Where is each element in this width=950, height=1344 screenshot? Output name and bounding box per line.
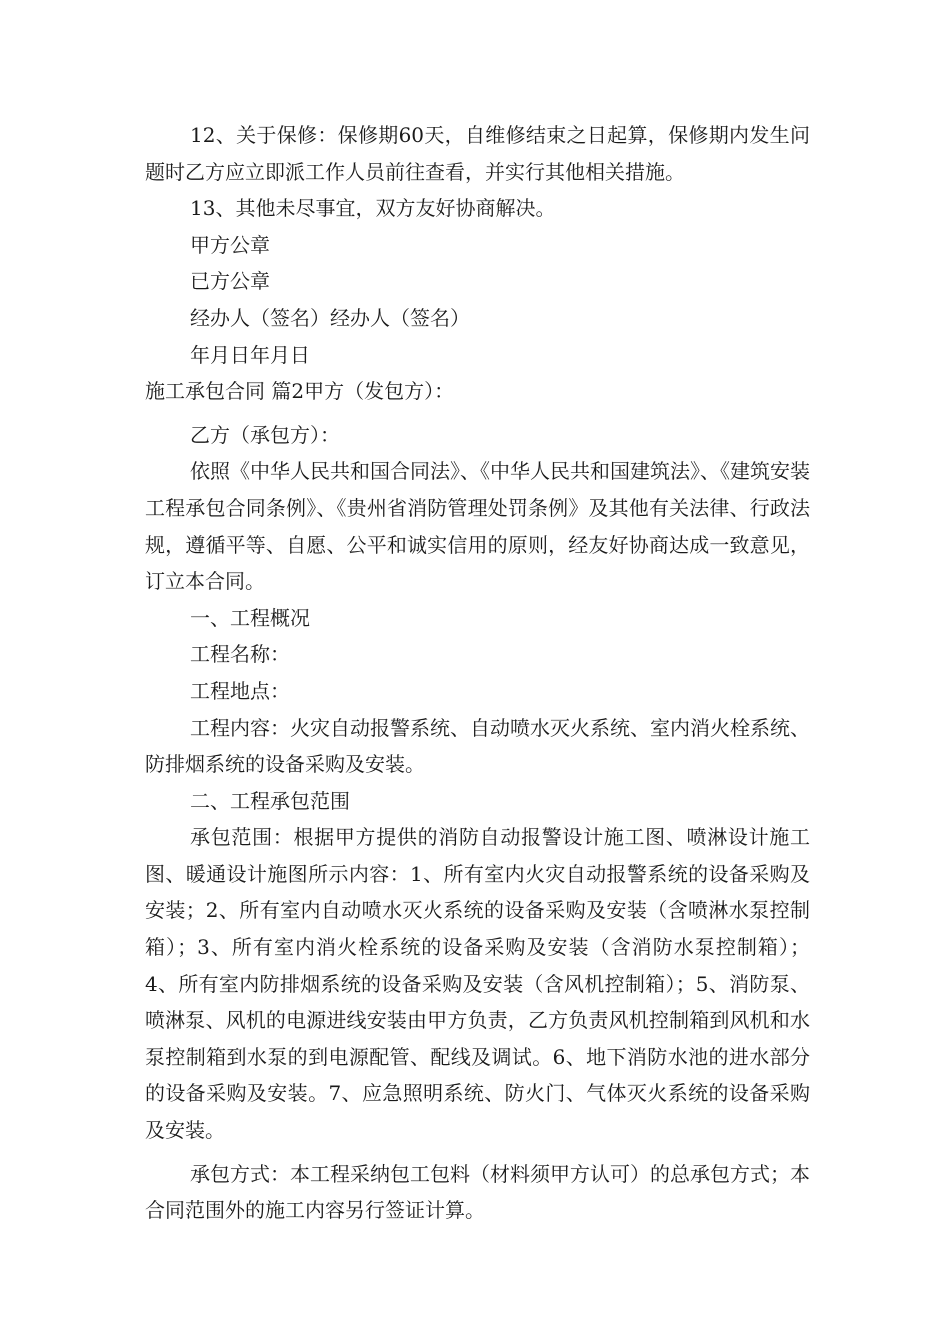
paragraph-scope-details: 承包范围：根据甲方提供的消防自动报警设计施工图、喷淋设计施工图、暖通设计施图所示内容：1、所有室内火灾自动报警系统的设备采购及安装；2、所有室内自动喷水灭火系统的设备采购及安装（含喷淋水泵控制箱）；3、所有室内消火栓系统的设备采购及安装（含消防水泵控制箱）；4、所有室内防排烟系统的设备采购及安装（含风机控制箱）；5、消防泵、喷淋泵、风机的电源进线安装由甲方负责，乙方负责风机控制箱到风机和水泵控制箱到水泵的到电源配管、配线及调试。6、地下消防水池的进水部分的设备采购及安装。7、应急照明系统、防火门、气体灭火系统的设备采购及安装。 (145, 825, 810, 1143)
section-heading-line (145, 373, 810, 410)
paragraph-party-b-seal: 已方公章 (190, 269, 270, 294)
paragraph-other-matters-clause: 13、其他未尽事宜，双方友好协商解决。 (190, 196, 556, 221)
document-body (145, 117, 810, 1229)
paragraph-warranty-clause: 12、关于保修：保修期60天，自维修结束之日起算，保修期内发生问题时乙方应立即派工作人员前往查看，并实行其他相关措施。 (145, 123, 810, 184)
paragraph-project-content: 工程内容：火灾自动报警系统、自动喷水灭火系统、室内消火栓系统、防排烟系统的设备采购及安装。 (145, 715, 810, 777)
paragraph-project-name: 工程名称： (190, 642, 290, 667)
paragraph-party-a-seal: 甲方公章 (190, 232, 270, 257)
paragraph-legal-basis: 依照《中华人民共和国合同法》、《中华人民共和国建筑法》、《建筑安装工程承包合同条例》、《贵州省消防管理处罚条例》及其他有关法律、行政法规，遵循平等、自愿、公平和诚实信用的原则，经友好协商达成一致意见，订立本合同。 (145, 459, 810, 594)
heading-project-overview: 一、工程概况 (190, 605, 310, 630)
paragraph-contract-method: 承包方式：本工程采纳包工包料（材料须甲方认可）的总承包方式；本合同范围外的施工内容另行签证计算。 (145, 1161, 810, 1223)
party-a-label: 甲方（发包方）： (304, 379, 455, 404)
paragraph-party-b-label: 乙方（承包方）： (190, 422, 340, 447)
paragraph-project-location: 工程地点： (190, 678, 290, 703)
heading-contract-scope: 二、工程承包范围 (190, 788, 350, 813)
contract-section-title: 施工承包合同 篇2 (145, 379, 305, 404)
paragraph-signatories: 经办人（签名）经办人（签名） (190, 305, 470, 330)
paragraph-dates: 年月日年月日 (190, 342, 310, 367)
